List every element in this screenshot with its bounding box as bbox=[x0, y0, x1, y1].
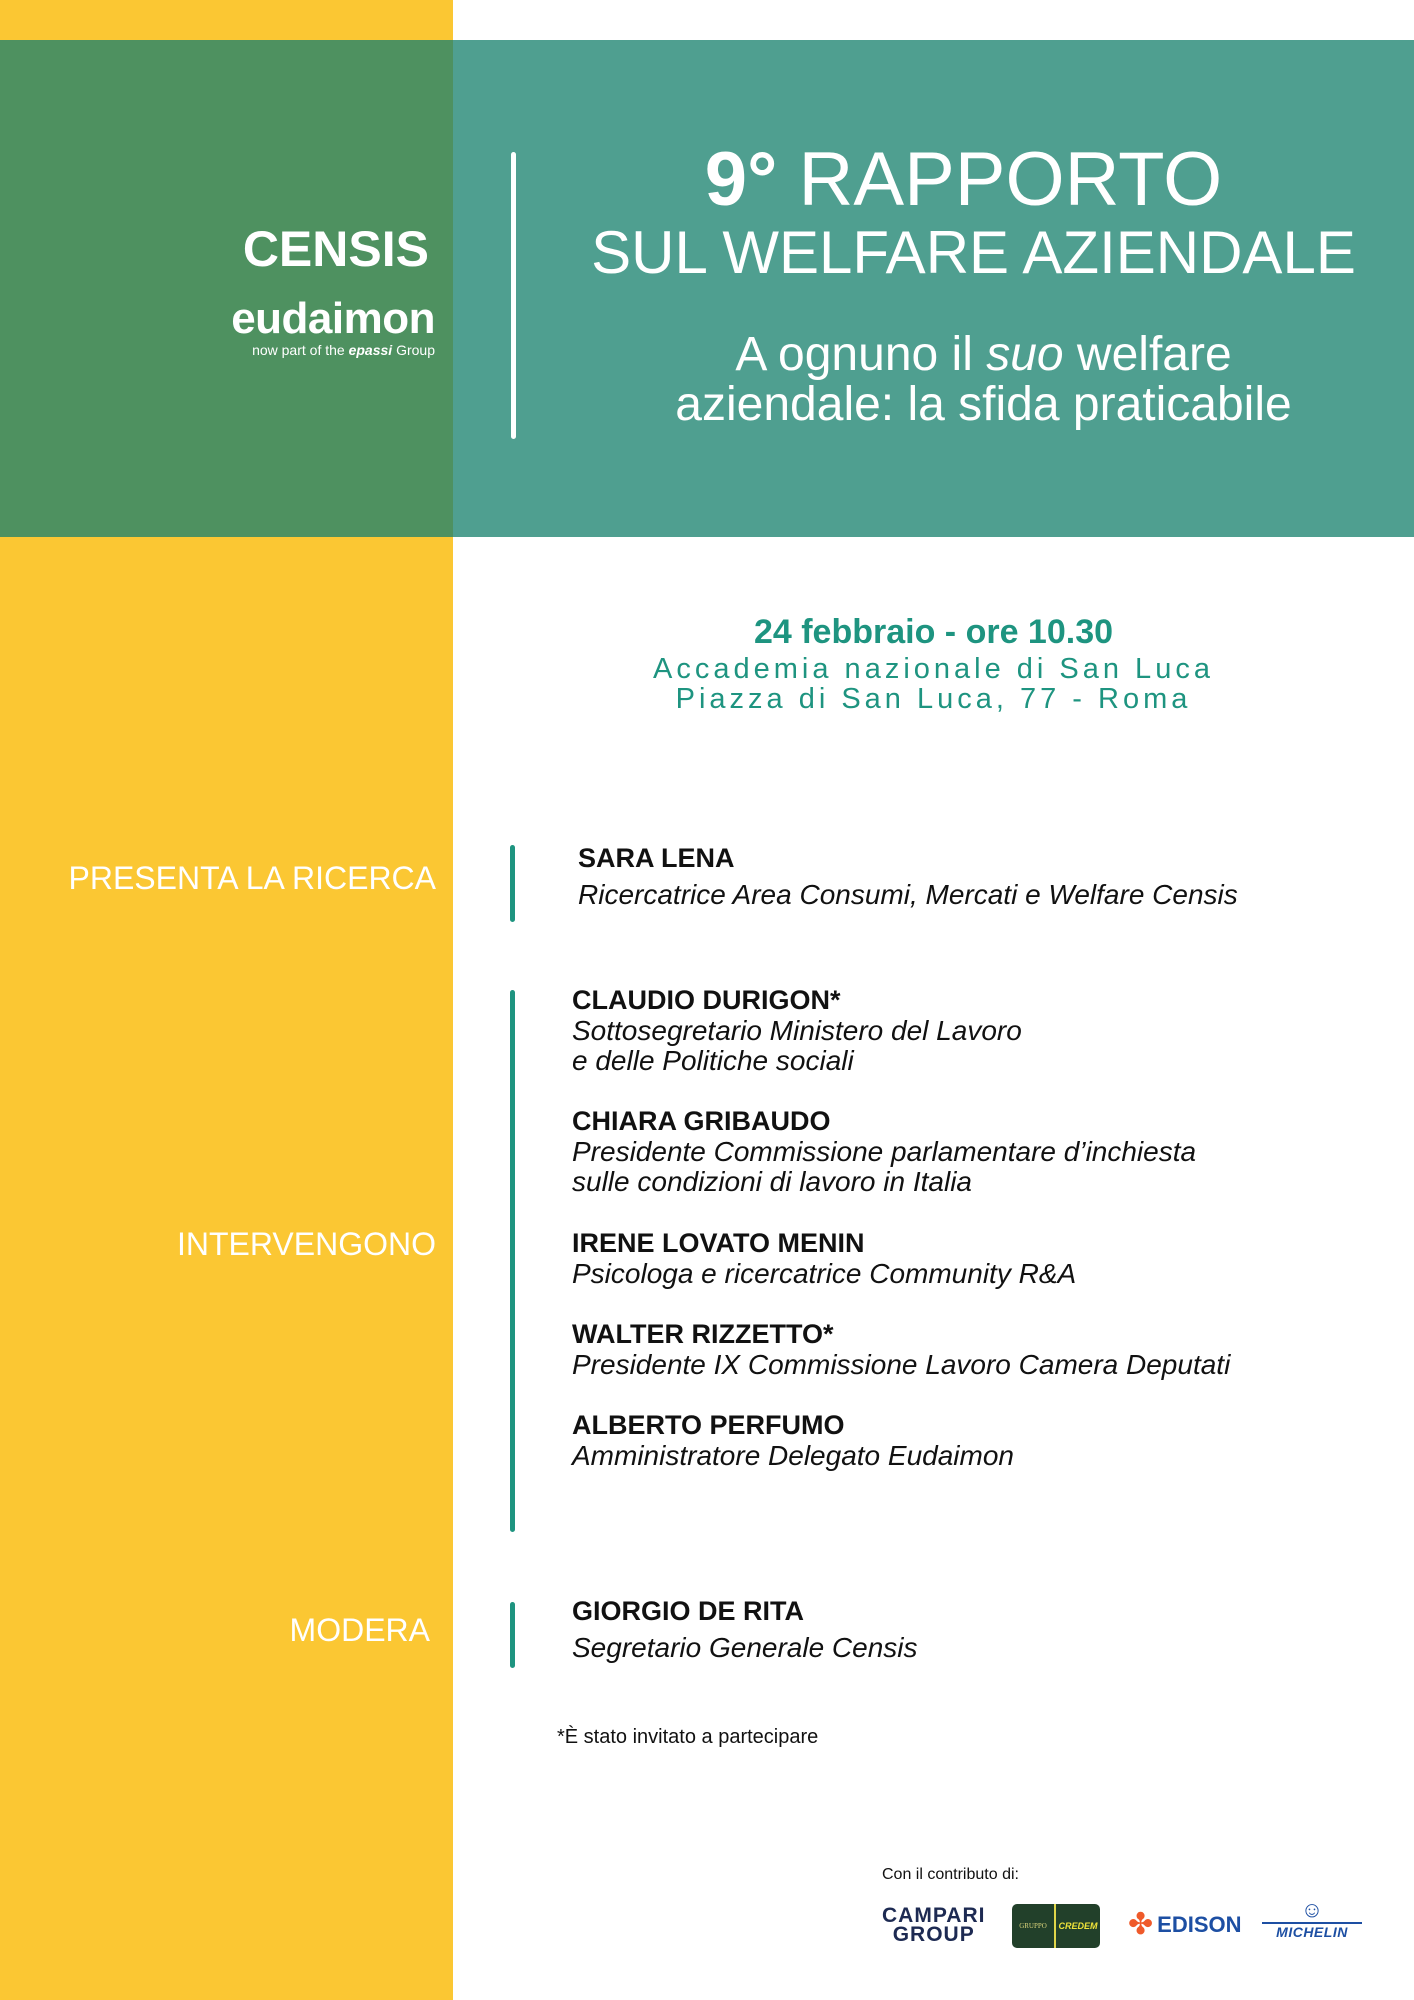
report-subtitle bbox=[453, 330, 1414, 430]
speaker-role: Psicologa e ricercatrice Community R&A bbox=[572, 1258, 1077, 1289]
report-title-line2: SUL WELFARE AZIENDALE bbox=[591, 219, 1356, 286]
accent-line-modera bbox=[510, 1602, 515, 1668]
speaker-item bbox=[572, 1227, 1076, 1289]
section-label-modera: MODERA bbox=[289, 1612, 430, 1648]
speaker-role: Ricercatrice Area Consumi, Mercati e Welfare Censis bbox=[578, 879, 1238, 910]
speaker-name: WALTER RIZZETTO* bbox=[572, 1319, 834, 1349]
speaker-role: Presidente IX Commissione Lavoro Camera Deputati bbox=[572, 1349, 1231, 1380]
speaker-item bbox=[572, 1409, 1014, 1471]
michelin-logo bbox=[1262, 1898, 1362, 1940]
speaker-role-cont: e delle Politiche sociali bbox=[572, 1045, 854, 1076]
speaker-item bbox=[572, 1105, 1196, 1197]
credem-gruppo: GRUPPO bbox=[1012, 1904, 1056, 1948]
accent-line-presenta bbox=[510, 845, 515, 922]
speaker-name: GIORGIO DE RITA bbox=[572, 1596, 805, 1626]
speaker-name: SARA LENA bbox=[578, 843, 735, 873]
event-date-time: 24 febbraio - ore 10.30 bbox=[753, 613, 1114, 651]
report-word: RAPPORTO bbox=[798, 137, 1223, 222]
michelin-bibendum-icon: ☺ bbox=[1300, 1897, 1324, 1922]
speaker-item bbox=[572, 1595, 918, 1663]
edison-name: EDISON bbox=[1157, 1912, 1242, 1937]
report-edition: 9° bbox=[704, 137, 778, 222]
campari-group-logo bbox=[882, 1906, 985, 1944]
logo-panel bbox=[0, 40, 453, 537]
tagline-suffix: Group bbox=[396, 342, 435, 358]
speaker-role: Amministratore Delegato Eudaimon bbox=[572, 1440, 1014, 1471]
edison-logo bbox=[1128, 1910, 1242, 1940]
credem-name: CREDEM bbox=[1058, 1921, 1098, 1931]
campari-line1: CAMPARI bbox=[882, 1904, 986, 1927]
speaker-name: CLAUDIO DURIGON* bbox=[572, 985, 841, 1015]
event-venue: Accademia nazionale di San Luca bbox=[653, 653, 1214, 685]
subtitle-emphasis: suo bbox=[986, 328, 1064, 381]
speaker-item bbox=[572, 984, 1022, 1076]
speaker-role: Presidente Commissione parlamentare d’inchiesta bbox=[572, 1136, 1197, 1167]
speaker-name: CHIARA GRIBAUDO bbox=[572, 1106, 831, 1136]
subtitle-line2: aziendale: la sfida praticabile bbox=[675, 378, 1292, 431]
header-banner bbox=[0, 40, 1414, 537]
section-label-intervengono: INTERVENGONO bbox=[177, 1226, 436, 1262]
campari-line2: GROUP bbox=[892, 1923, 975, 1946]
speaker-name: ALBERTO PERFUMO bbox=[572, 1410, 845, 1440]
subtitle-part1: A ognuno il bbox=[735, 328, 987, 381]
subtitle-part2: welfare bbox=[1063, 328, 1232, 381]
speaker-role-cont: sulle condizioni di lavoro in Italia bbox=[572, 1166, 972, 1197]
event-address: Piazza di San Luca, 77 - Roma bbox=[675, 683, 1192, 715]
report-title-line1 bbox=[453, 137, 1414, 222]
eudaimon-logo: eudaimon bbox=[231, 294, 435, 343]
eudaimon-tagline bbox=[252, 342, 435, 358]
tagline-prefix: now part of the bbox=[252, 342, 345, 358]
section-label-presenta: PRESENTA LA RICERCA bbox=[68, 860, 436, 896]
gruppo-credem-logo bbox=[1012, 1904, 1100, 1948]
sponsors-label: Con il contributo di: bbox=[882, 1866, 1019, 1883]
speaker-item bbox=[572, 1318, 1230, 1380]
accent-line-intervengono bbox=[510, 990, 515, 1532]
censis-logo: CENSIS bbox=[242, 221, 429, 277]
title-panel bbox=[453, 40, 1414, 537]
invitation-footnote: *È stato invitato a partecipare bbox=[557, 1726, 819, 1748]
speaker-item bbox=[578, 842, 1238, 910]
speaker-name: IRENE LOVATO MENIN bbox=[572, 1228, 865, 1258]
speaker-role: Segretario Generale Censis bbox=[572, 1632, 918, 1663]
event-info bbox=[453, 610, 1414, 714]
epassi-brand: epassi bbox=[348, 342, 393, 358]
edison-flower-icon: ✤ bbox=[1128, 1908, 1154, 1941]
michelin-name: MICHELIN bbox=[1262, 1922, 1362, 1940]
speaker-role: Sottosegretario Ministero del Lavoro bbox=[572, 1015, 1022, 1046]
